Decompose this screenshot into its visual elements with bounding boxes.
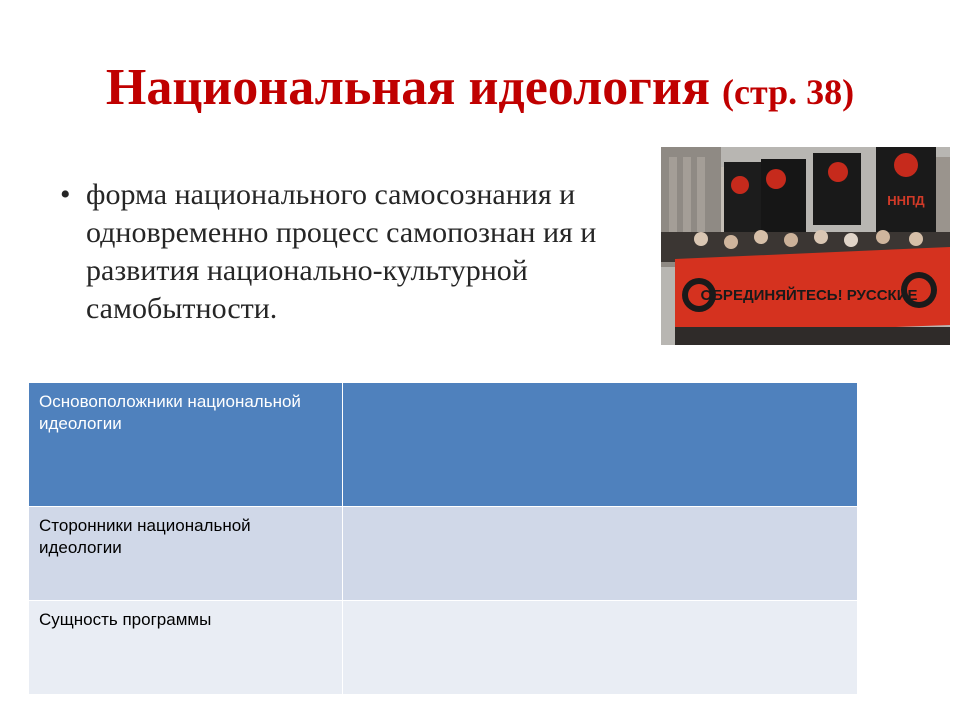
row-label-supporters: Сторонники национальной идеологии (29, 507, 343, 601)
ideology-table (28, 382, 858, 695)
slide-title (0, 58, 960, 117)
table-row (29, 601, 858, 695)
row-label-program: Сущность программы (29, 601, 343, 695)
rally-photo-illustration (661, 147, 950, 345)
table-row (29, 383, 858, 507)
table-row (29, 507, 858, 601)
banner-text: ОБРЕДИНЯЙТЕСЬ! РУССКИЕ (700, 287, 918, 304)
row-value-founders[interactable] (343, 383, 858, 507)
title-page-reference: (стр. 38) (721, 72, 855, 112)
rally-photo (661, 147, 950, 345)
row-value-supporters[interactable] (343, 507, 858, 601)
row-label-founders: Основоположники национальной идеологии (29, 383, 343, 507)
title-main: Национальная идеология (105, 59, 710, 116)
row-value-program[interactable] (343, 601, 858, 695)
flag-text: ННПД (887, 193, 925, 208)
definition-text: форма национального самосознания и одновременно процесс самопознан ия и развития национально-культурной самобытности. (86, 178, 597, 325)
definition-bullet (60, 176, 640, 328)
bullet-dot-icon: • (60, 178, 71, 211)
